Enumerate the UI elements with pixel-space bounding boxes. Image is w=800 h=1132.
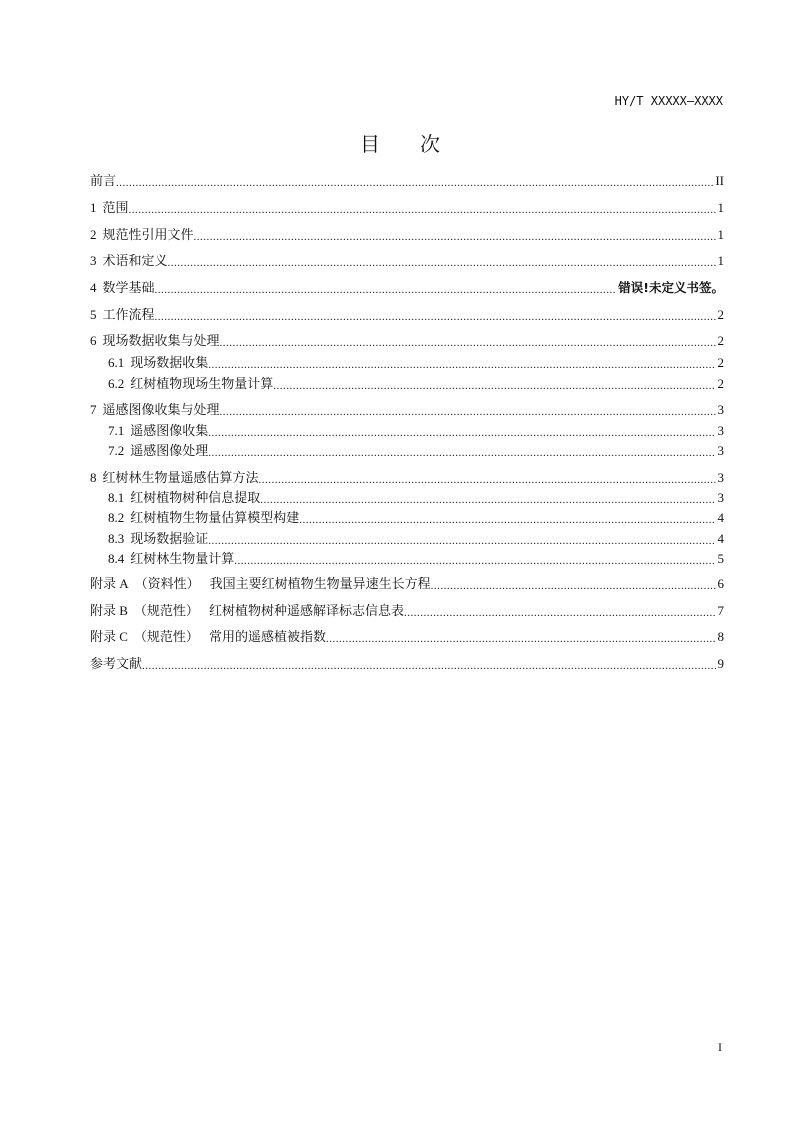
leader-dots [208, 530, 715, 548]
toc-entry-8[interactable] [90, 469, 724, 487]
toc-entry-number: 7.1 [108, 423, 125, 438]
toc-entry-6[interactable] [90, 332, 724, 350]
toc-entry-5[interactable] [90, 306, 724, 324]
toc-entry-number: 附录 B [90, 603, 128, 618]
toc-entry-label: 红树植物树种遥感解译标志信息表 [208, 603, 404, 618]
toc-entry-page: 6 [717, 576, 724, 591]
toc-entry-label: 参考文献 [90, 656, 143, 671]
toc-entry-page: 9 [717, 656, 724, 671]
toc-entry-number: 6.2 [108, 376, 125, 391]
toc-entry-number: 8.4 [108, 551, 125, 566]
toc-entry-label: 术语和定义 [102, 253, 168, 268]
toc-entry-number: 6.1 [108, 355, 125, 370]
toc-entry-appendix-c[interactable] [90, 628, 724, 646]
leader-dots [220, 332, 716, 350]
toc-entry-2[interactable] [90, 226, 724, 244]
toc-entry-number: 附录 C [90, 629, 128, 644]
toc-entry-page: 1 [717, 253, 724, 268]
toc-entry-label: 红树林生物量遥感估算方法 [102, 470, 259, 485]
toc-entry-page: 2 [717, 376, 724, 391]
page-title [0, 128, 800, 157]
toc-entry-number: 5 [90, 307, 97, 322]
toc-entry-8-3[interactable] [108, 530, 724, 548]
toc-entry-page: 1 [717, 227, 724, 242]
toc-entry-label: 遥感图像收集与处理 [102, 402, 220, 417]
toc-entry-label: 红树植物树种信息提取 [130, 490, 261, 505]
toc-entry-7-2[interactable] [108, 442, 724, 460]
leader-dots [273, 375, 715, 393]
toc-entry-page: 2 [717, 355, 724, 370]
leader-dots [326, 628, 716, 646]
toc-entry-6-1[interactable] [108, 354, 724, 372]
toc-entry-7-1[interactable] [108, 422, 724, 440]
appendix-type-tag: （规范性） [133, 629, 199, 644]
leader-dots [431, 575, 716, 593]
toc-entry-number: 2 [90, 227, 97, 242]
toc-entry-number: 3 [90, 253, 97, 268]
toc-entry-page: 7 [717, 603, 724, 618]
leader-dots [155, 279, 617, 297]
toc-entry-label: 遥感图像处理 [130, 443, 209, 458]
toc-entry-page: 3 [717, 423, 724, 438]
toc-entry-page: 8 [717, 629, 724, 644]
toc-entry-page: 2 [717, 307, 724, 322]
toc-entry-1[interactable] [90, 199, 724, 217]
toc-entry-3[interactable] [90, 252, 724, 270]
appendix-type-tag: （资料性） [134, 576, 200, 591]
leader-dots [116, 172, 713, 190]
toc-entry-number: 8.1 [108, 490, 125, 505]
title-char-2: 次 [420, 132, 440, 156]
leader-dots [404, 602, 716, 620]
toc-entry-label: 工作流程 [102, 307, 155, 322]
toc-entry-label: 遥感图像收集 [130, 423, 209, 438]
toc-entry-6-2[interactable] [108, 375, 724, 393]
toc-entry-page: 4 [717, 510, 724, 525]
toc-entry-page: 3 [717, 402, 724, 417]
leader-dots [220, 401, 716, 419]
toc-entry-label: 红树植物生物量估算模型构建 [130, 510, 300, 525]
toc-entry-label: 常用的遥感植被指数 [208, 629, 326, 644]
leader-dots [208, 442, 715, 460]
toc-entry-page: 3 [717, 470, 724, 485]
toc-entry-page-error: 错误!未定义书签。 [618, 280, 724, 295]
toc-entry-page: II [715, 173, 724, 188]
leader-dots [208, 354, 715, 372]
leader-dots [194, 226, 716, 244]
leader-dots [168, 252, 716, 270]
toc-entry-number: 8.3 [108, 531, 125, 546]
leader-dots [299, 509, 715, 527]
leader-dots [259, 469, 716, 487]
leader-dots [142, 655, 715, 673]
toc-entry-page: 3 [717, 490, 724, 505]
appendix-type-tag: （规范性） [133, 603, 199, 618]
toc-entry-8-2[interactable] [108, 509, 724, 527]
toc-entry-label: 现场数据收集 [130, 355, 209, 370]
toc-entry-8-1[interactable] [108, 489, 724, 507]
toc-entry-label: 规范性引用文件 [102, 227, 194, 242]
toc-entry-references[interactable] [90, 655, 724, 673]
leader-dots [129, 199, 716, 217]
leader-dots [260, 489, 715, 507]
title-char-1: 目 [360, 132, 380, 156]
toc-entry-page: 4 [717, 531, 724, 546]
toc-entry-label: 数学基础 [102, 280, 155, 295]
toc-entry-page: 2 [717, 333, 724, 348]
toc-entry-page: 1 [717, 200, 724, 215]
toc-entry-foreword[interactable] [90, 172, 724, 190]
toc-entry-appendix-a[interactable] [90, 575, 724, 593]
leader-dots [155, 306, 716, 324]
toc-entry-label: 现场数据验证 [130, 531, 209, 546]
toc-entry-label: 范围 [102, 200, 129, 215]
toc-entry-number: 8 [90, 470, 97, 485]
toc-entry-number: 7.2 [108, 443, 125, 458]
toc-entry-label: 我国主要红树植物生物量异速生长方程 [209, 576, 431, 591]
footer-page-number: I [718, 1040, 722, 1054]
toc-entry-7[interactable] [90, 401, 724, 419]
toc-entry-4[interactable] [90, 279, 724, 297]
leader-dots [208, 422, 715, 440]
toc-entry-number: 8.2 [108, 510, 125, 525]
leader-dots [234, 550, 715, 568]
toc-entry-label: 现场数据收集与处理 [102, 333, 220, 348]
toc-entry-number: 7 [90, 402, 97, 417]
toc-entry-label: 前言 [90, 173, 117, 188]
toc-entry-page: 3 [717, 443, 724, 458]
toc-entry-number: 4 [90, 280, 97, 295]
standard-code: HY/T XXXXX—XXXX [614, 94, 723, 108]
toc-entry-number: 6 [90, 333, 97, 348]
toc-entry-number: 1 [90, 200, 97, 215]
toc-entry-number: 附录 A [90, 576, 129, 591]
toc-entry-page: 5 [717, 551, 724, 566]
toc-entry-label: 红树植物现场生物量计算 [130, 376, 274, 391]
toc-entry-label: 红树林生物量计算 [130, 551, 235, 566]
toc-entry-appendix-b[interactable] [90, 602, 724, 620]
toc-entry-8-4[interactable] [108, 550, 724, 568]
